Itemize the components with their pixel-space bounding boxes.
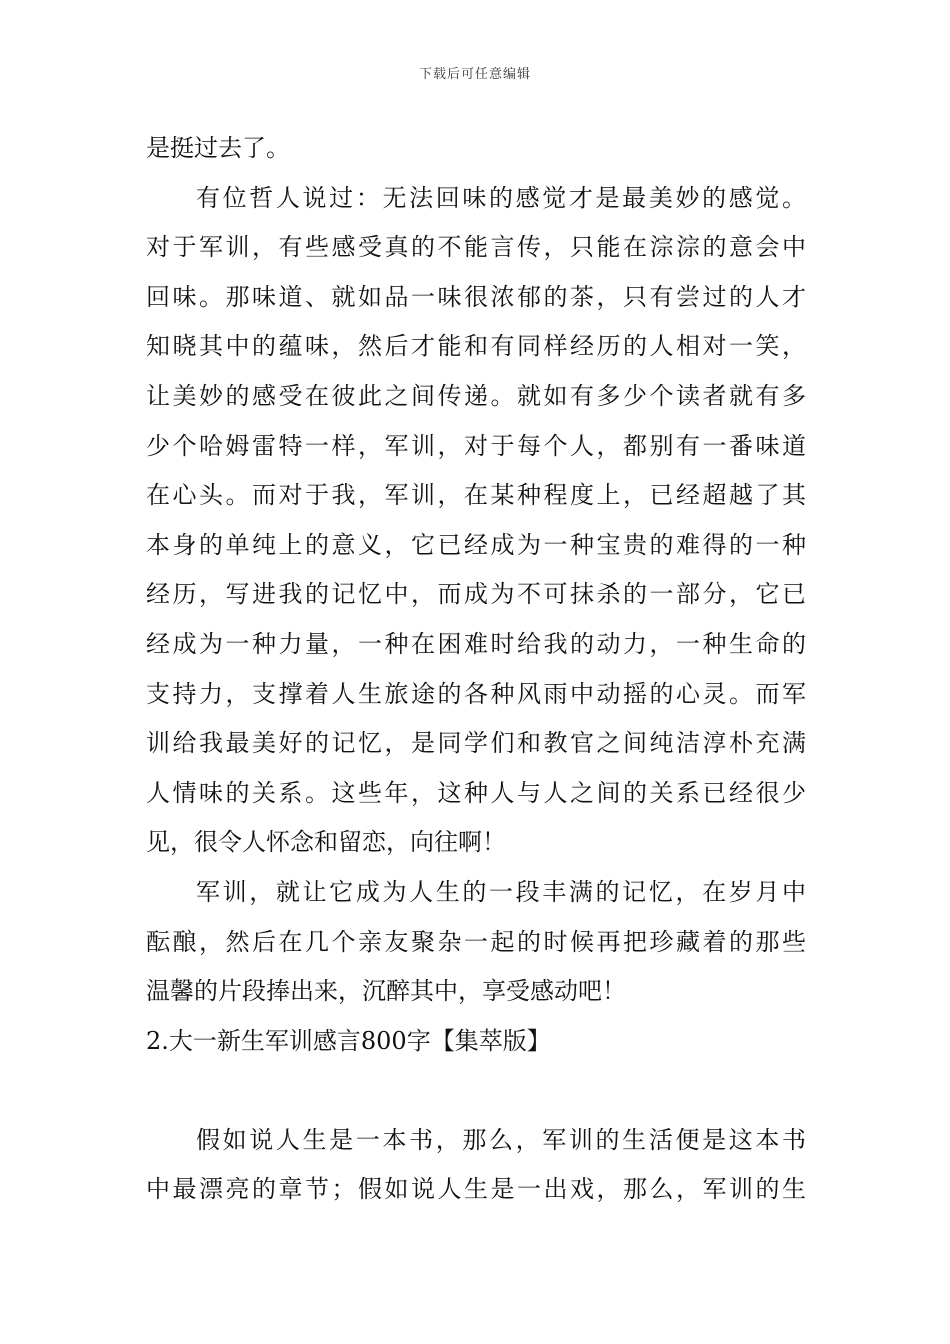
text-line: 支持力，支撑着人生旅途的各种风雨中动摇的心灵。而军 [146,679,806,708]
text-line: 是挺过去了。 [146,134,290,162]
text-line: 对于军训，有些感受真的不能言传，只能在淙淙的意会中 [146,233,806,262]
text-line: 经成为一种力量，一种在困难时给我的动力，一种生命的 [146,629,806,658]
text-line: 训给我最美好的记忆，是同学们和教官之间纯洁淳朴充满 [146,729,806,758]
section-heading: 2.大一新生军训感言800字【集萃版】 [146,1026,551,1055]
paragraph-start-line: 假如说人生是一本书，那么，军训的生活便是这本书 [196,1125,806,1154]
paragraph-start-line: 军训，就让它成为人生的一段丰满的记忆，在岁月中 [196,877,806,906]
text-line: 经历，写进我的记忆中，而成为不可抹杀的一部分，它已 [146,580,806,609]
text-line: 回味。那味道、就如品一味很浓郁的茶，只有尝过的人才 [146,282,806,311]
text-line: 中最漂亮的章节；假如说人生是一出戏，那么，军训的生 [146,1175,806,1204]
paragraph-start-line: 有位哲人说过：无法回味的感觉才是最美妙的感觉。 [196,183,806,212]
text-line: 在心头。而对于我，军训，在某种程度上，已经超越了其 [146,481,806,510]
blank-line [146,1066,806,1116]
text-line: 让美妙的感受在彼此之间传递。就如有多少个读者就有多 [146,381,806,410]
text-line: 本身的单纯上的意义，它已经成为一种宝贵的难得的一种 [146,530,806,559]
text-line: 人情味的关系。这些年，这种人与人之间的关系已经很少 [146,778,806,807]
text-line: 少个哈姆雷特一样，军训，对于每个人，都别有一番味道 [146,431,806,460]
text-line: 知晓其中的蕴味，然后才能和有同样经历的人相对一笑， [146,332,806,361]
text-line: 见，很令人怀念和留恋，向往啊！ [146,828,506,857]
text-line: 温馨的片段捧出来，沉醉其中，享受感动吧！ [146,977,626,1006]
page-header: 下载后可任意编辑 [418,67,531,82]
text-line: 酝酿，然后在几个亲友聚杂一起的时候再把珍藏着的那些 [146,927,806,956]
document-body [146,124,806,1215]
